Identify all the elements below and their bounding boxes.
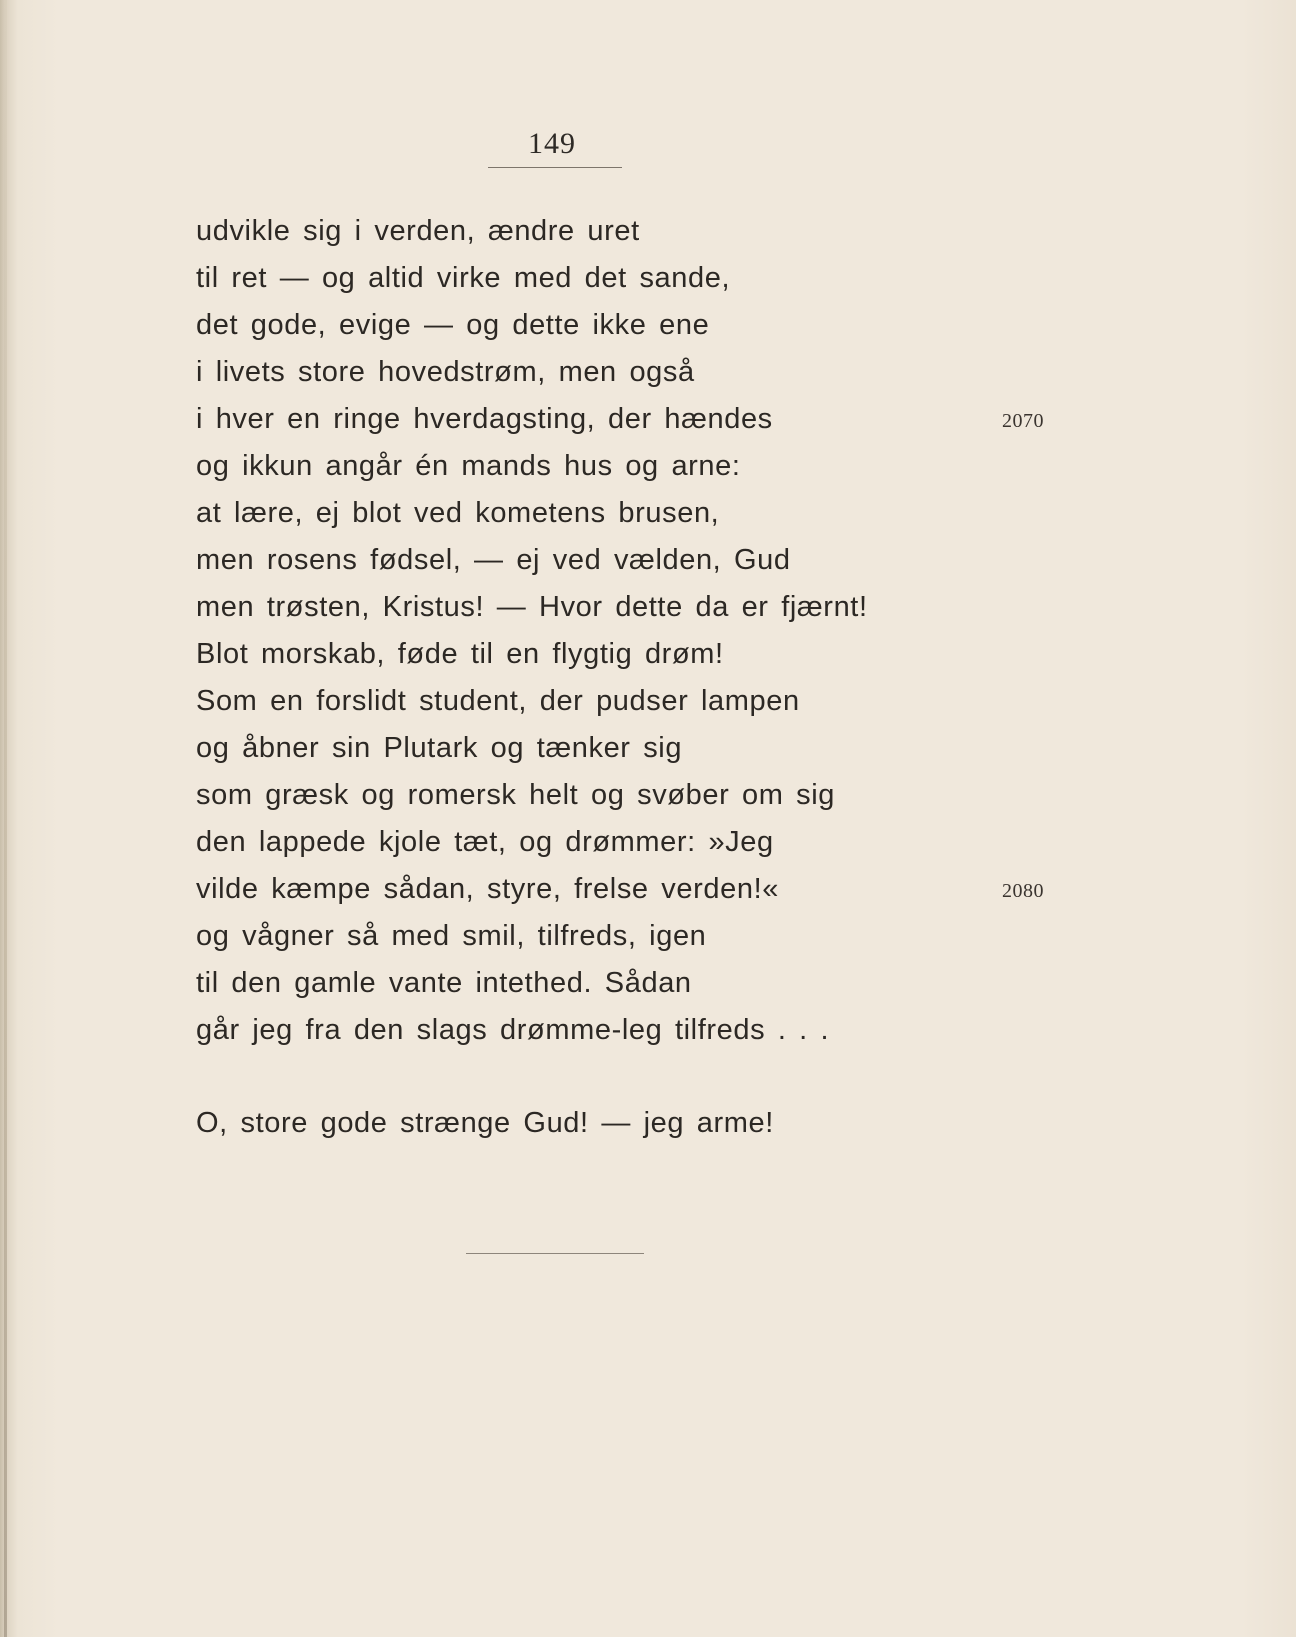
poem-line-text: at lære, ej blot ved kometens brusen,	[196, 497, 720, 529]
poem-line	[196, 349, 1056, 396]
poem-line	[196, 1007, 1056, 1054]
stanza	[196, 208, 1056, 1054]
poem-line-text: den lappede kjole tæt, og drømmer: »Jeg	[196, 826, 774, 858]
poem-line	[196, 725, 1056, 772]
poem-line	[196, 631, 1056, 678]
line-number: 2070	[1002, 410, 1044, 432]
poem-line	[196, 396, 1056, 443]
page-number: 149	[528, 127, 576, 160]
poem-line	[196, 1100, 1056, 1147]
page-number-rule	[488, 167, 622, 168]
binding-gutter	[4, 0, 7, 1637]
poem-line-text: udvikle sig i verden, ændre uret	[196, 215, 640, 247]
poem-line	[196, 302, 1056, 349]
poem-line	[196, 255, 1056, 302]
poem-line	[196, 913, 1056, 960]
poem-line	[196, 772, 1056, 819]
poem-line-text: Blot morskab, føde til en flygtig drøm!	[196, 638, 724, 670]
poem-line-text: som græsk og romersk helt og svøber om sig	[196, 779, 835, 811]
poem-line-text: i hver en ringe hverdagsting, der hændes	[196, 403, 773, 435]
poem-line	[196, 678, 1056, 725]
poem-line	[196, 819, 1056, 866]
poem-line-text: det gode, evige — og dette ikke ene	[196, 309, 710, 341]
poem-line-text: til ret — og altid virke med det sande,	[196, 262, 731, 294]
line-number: 2080	[1002, 880, 1044, 902]
poem-line-text: i livets store hovedstrøm, men også	[196, 356, 695, 388]
stanza-break	[196, 1054, 1056, 1100]
poem-line-text: O, store gode strænge Gud! — jeg arme!	[196, 1107, 774, 1139]
poem-line	[196, 866, 1056, 913]
stanza	[196, 1100, 1056, 1147]
poem-line	[196, 537, 1056, 584]
poem-line	[196, 490, 1056, 537]
poem-line	[196, 960, 1056, 1007]
poem-line-text: og vågner så med smil, tilfreds, igen	[196, 920, 707, 952]
poem-line-text: men trøsten, Kristus! — Hvor dette da er fjærnt!	[196, 591, 868, 623]
poem-line	[196, 443, 1056, 490]
poem-line-text: til den gamle vante intethed. Sådan	[196, 967, 692, 999]
poem-line-text: men rosens fødsel, — ej ved vælden, Gud	[196, 544, 791, 576]
poem-line-text: og ikkun angår én mands hus og arne:	[196, 450, 741, 482]
poem-line	[196, 208, 1056, 255]
poem-line-text: vilde kæmpe sådan, styre, frelse verden!«	[196, 873, 779, 905]
poem-line-text: Som en forslidt student, der pudser lampen	[196, 685, 800, 717]
poem-line	[196, 584, 1056, 631]
poem-line-text: går jeg fra den slags drømme-leg tilfreds . . .	[196, 1014, 830, 1046]
poem-text	[196, 208, 1056, 1147]
poem-line-text: og åbner sin Plutark og tænker sig	[196, 732, 683, 764]
section-end-rule	[466, 1253, 644, 1254]
